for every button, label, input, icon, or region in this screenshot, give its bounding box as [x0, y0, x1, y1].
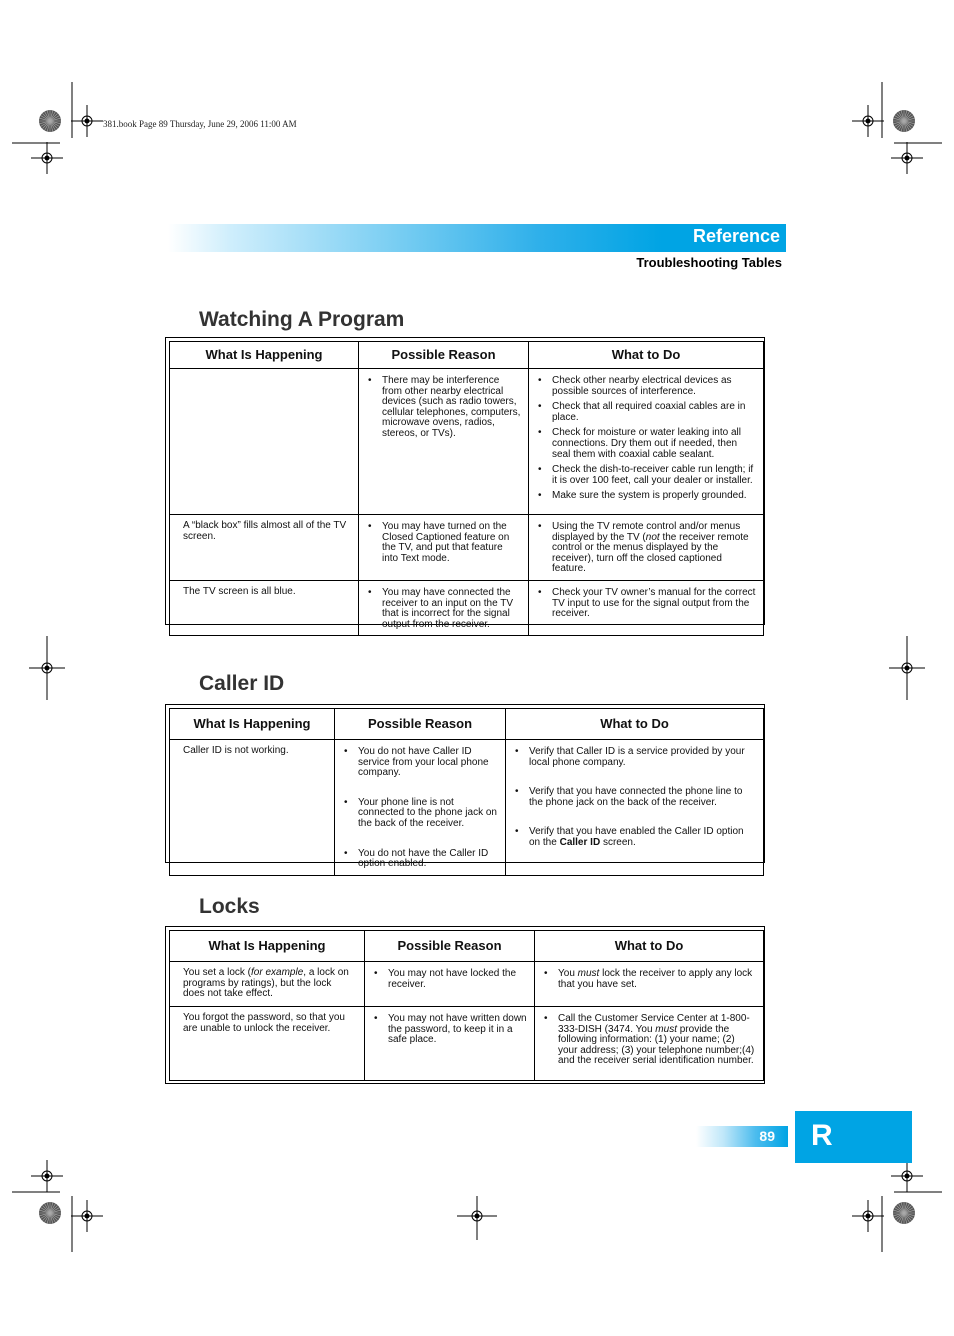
cell-reason — [359, 580, 529, 635]
page-number-bar — [696, 1126, 788, 1147]
cell-reason — [365, 962, 535, 1007]
section-subtitle: Troubleshooting Tables — [636, 255, 782, 270]
table-header-row — [170, 931, 764, 962]
list-item: • You may have connected the receiver to an input on the TV that is incorrect for the signal output from the receiver. — [368, 588, 521, 630]
list-item: • Verify that you have connected the phone line to the phone jack on the back of the receiver. — [515, 787, 756, 808]
list-item: • There may be interference from other nearby electrical devices (such as radio towers, cellular telephones, computers, microwave ovens, radios, stereos, or TVs). — [368, 376, 521, 440]
registration-dot — [905, 156, 910, 161]
list-item: • Your phone line is not connected to the phone jack on the back of the receiver. — [344, 798, 498, 830]
list-item: • Make sure the system is properly grounded. — [538, 491, 756, 502]
chapter-title: Reference — [692, 226, 780, 246]
bullet-list — [530, 582, 762, 624]
col-header-reason: Possible Reason — [335, 709, 506, 740]
print-book-info: 381.book Page 89 Thursday, June 29, 2006 11:00 AM — [103, 119, 297, 129]
list-item: • You may have turned on the Closed Captioned feature on the TV, and put that feature into Text mode. — [368, 522, 521, 564]
col-header-action: What to Do — [529, 342, 764, 369]
col-header-happening: What Is Happening — [170, 342, 359, 369]
list-item: • Check for moisture or water leaking into all connections. Dry them out if needed, then seal them with coaxial cable sealant. — [538, 428, 756, 460]
list-item: • Verify that you have enabled the Caller ID option on the Caller ID screen. — [515, 827, 756, 848]
list-item: • You may not have locked the receiver. — [374, 969, 527, 990]
table-row — [170, 962, 764, 1007]
registration-dot — [45, 156, 50, 161]
cell-happening: You forgot the password, so that you are unable to unlock the receiver. — [170, 1007, 365, 1081]
bullet-list — [360, 516, 527, 568]
cell-action — [529, 515, 764, 581]
table-row — [170, 1007, 764, 1081]
section-title-locks: Locks — [199, 895, 260, 918]
registration-dot — [905, 1174, 910, 1179]
list-item: • Using the TV remote control and/or menus displayed by the TV (not the receiver remote control or the menus displayed by the receiver), turn off the closed captioned feature. — [538, 522, 756, 575]
registration-dot — [866, 1214, 871, 1219]
col-header-action: What to Do — [506, 709, 764, 740]
section-title-watching: Watching A Program — [199, 308, 405, 331]
cell-happening: A “black box” fills almost all of the TV screen. — [170, 515, 359, 581]
list-item: • Check that all required coaxial cables are in place. — [538, 402, 756, 423]
bullet-list — [530, 370, 762, 506]
col-header-reason: Possible Reason — [359, 342, 529, 369]
page-number: 89 — [759, 1128, 775, 1144]
col-header-reason: Possible Reason — [365, 931, 535, 962]
registration-dot — [85, 1214, 90, 1219]
col-header-happening: What Is Happening — [170, 709, 335, 740]
list-item: • Check your TV owner’s manual for the correct TV input to use for the signal output from the receiver. — [538, 588, 756, 620]
table-row — [170, 515, 764, 581]
cell-reason — [359, 369, 529, 515]
cell-reason — [359, 515, 529, 581]
locks-table — [165, 926, 765, 1084]
tab-letter: R — [811, 1119, 833, 1152]
troubleshooting-table — [169, 341, 764, 636]
troubleshooting-table — [169, 708, 764, 876]
list-item: • Verify that Caller ID is a service provided by your local phone company. — [515, 747, 756, 768]
bullet-list — [530, 516, 762, 579]
table-row — [170, 369, 764, 515]
table-row — [170, 580, 764, 635]
cell-action — [535, 1007, 764, 1081]
bullet-list — [360, 370, 527, 444]
list-item: • Check the dish-to-receiver cable run length; if it is over 100 feet, call your dealer or installer. — [538, 465, 756, 486]
watching-table — [165, 337, 765, 630]
bullet-list — [536, 963, 762, 994]
cell-action — [506, 740, 764, 876]
cell-happening — [170, 369, 359, 515]
bullet-list — [507, 741, 762, 853]
cell-action — [529, 580, 764, 635]
bullet-list — [536, 1008, 762, 1071]
list-item: • Call the Customer Service Center at 1-800-333-DISH (3474. You must provide the following information: (1) your name; (2) your address; (3) your telephone number;(4) and the receiver serial identification number. — [544, 1014, 756, 1067]
list-item: • You do not have Caller ID service from your local phone company. — [344, 747, 498, 779]
troubleshooting-table — [169, 930, 764, 1081]
reference-tab — [795, 1111, 912, 1163]
table-row — [170, 740, 764, 876]
cell-action — [529, 369, 764, 515]
table-header-row — [170, 709, 764, 740]
callerid-table — [165, 704, 765, 870]
bullet-list — [366, 1008, 533, 1050]
list-item: • You do not have the Caller ID option enabled. — [344, 849, 498, 870]
registration-dot — [866, 119, 871, 124]
list-item: • You must lock the receiver to apply any lock that you have set. — [544, 969, 756, 990]
table-header-row — [170, 342, 764, 369]
bullet-list — [366, 963, 533, 994]
cell-reason — [365, 1007, 535, 1081]
cell-happening: Caller ID is not working. — [170, 740, 335, 876]
reference-header-bar — [168, 224, 786, 252]
registration-dot — [85, 119, 90, 124]
list-item: • Check other nearby electrical devices as possible sources of interference. — [538, 376, 756, 397]
section-title-callerid: Caller ID — [199, 672, 285, 695]
cell-happening: The TV screen is all blue. — [170, 580, 359, 635]
cell-action — [535, 962, 764, 1007]
col-header-happening: What Is Happening — [170, 931, 365, 962]
cell-reason — [335, 740, 506, 876]
bullet-list — [360, 582, 527, 634]
registration-dot — [45, 1174, 50, 1179]
bullet-list — [336, 741, 504, 874]
col-header-action: What to Do — [535, 931, 764, 962]
cell-happening: You set a lock (for example, a lock on programs by ratings), but the lock does not take effect. — [170, 962, 365, 1007]
list-item: • You may not have written down the password, to keep it in a safe place. — [374, 1014, 527, 1046]
